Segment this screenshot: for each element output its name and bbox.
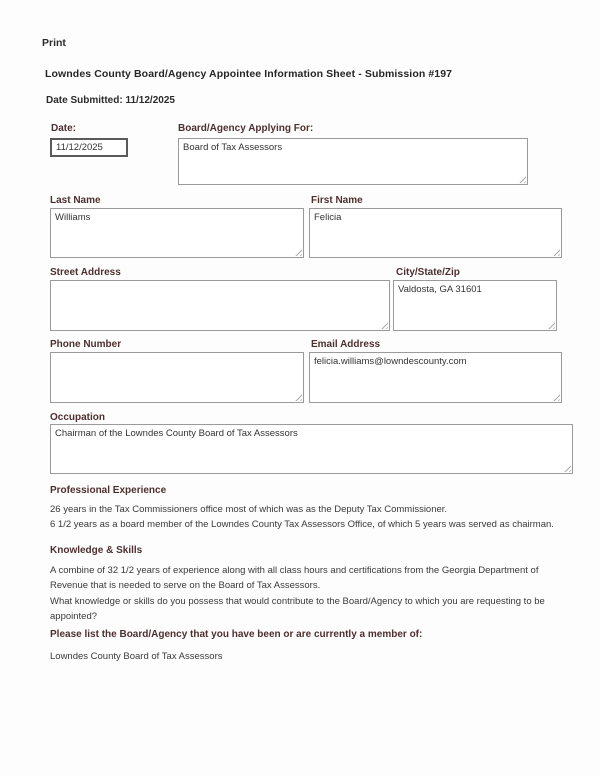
street-address-label: Street Address [50, 267, 121, 278]
date-submitted-text: Date Submitted: 11/12/2025 [46, 95, 175, 106]
board-agency-field [178, 138, 528, 185]
knowledge-skills-paragraph-2 [50, 594, 545, 624]
date-label: Date: [51, 123, 77, 134]
print-link[interactable]: Print [42, 37, 66, 49]
city-state-zip-label: City/State/Zip [396, 267, 460, 278]
phone-number-textarea[interactable] [50, 352, 304, 403]
last-name-textarea[interactable] [50, 208, 304, 258]
phone-number-label: Phone Number [50, 339, 122, 350]
last-name-field [50, 208, 304, 258]
phone-number-field [50, 352, 304, 403]
street-address-field [50, 280, 390, 331]
occupation-label: Occupation [50, 412, 106, 423]
occupation-field [50, 424, 573, 474]
email-address-field [309, 352, 562, 403]
board-agency-textarea[interactable] [178, 138, 528, 185]
first-name-textarea[interactable] [309, 208, 562, 258]
text-line: appointed? [50, 611, 98, 622]
text-line: 6 1/2 years as a board member of the Lowndes County Tax Assessors Office, of which 5 years was served as chairman. [50, 518, 554, 530]
knowledge-skills-paragraph-1 [50, 563, 538, 593]
board-agency-label: Board/Agency Applying For: [178, 123, 314, 134]
first-name-field [309, 208, 562, 258]
text-line: Revenue that is needed to serve on the Board of Tax Assessors. [50, 580, 321, 591]
text-line: A combine of 32 1/2 years of experience along with all class hours and certifications from the Georgia Department of [50, 565, 539, 576]
first-name-label: First Name [311, 195, 363, 206]
membership-heading: Please list the Board/Agency that you have been or are currently a member of: [50, 629, 423, 640]
date-input[interactable] [50, 138, 128, 157]
email-address-textarea[interactable] [309, 352, 562, 403]
professional-experience-text [50, 503, 554, 532]
city-state-zip-field [393, 280, 557, 331]
knowledge-skills-heading: Knowledge & Skills [50, 545, 143, 556]
occupation-textarea[interactable] [50, 424, 573, 474]
city-state-zip-textarea[interactable] [393, 280, 557, 331]
email-address-label: Email Address [311, 339, 381, 350]
last-name-label: Last Name [50, 195, 101, 206]
street-address-textarea[interactable] [50, 280, 390, 331]
professional-experience-heading: Professional Experience [50, 485, 167, 496]
membership-value: Lowndes County Board of Tax Assessors [50, 651, 223, 662]
page-title: Lowndes County Board/Agency Appointee Information Sheet - Submission #197 [45, 68, 453, 80]
text-line: What knowledge or skills do you possess that would contribute to the Board/Agency to which you are requesting to be [50, 596, 545, 607]
text-line: 26 years in the Tax Commissioners office most of which was as the Deputy Tax Commissioner. [50, 504, 448, 515]
